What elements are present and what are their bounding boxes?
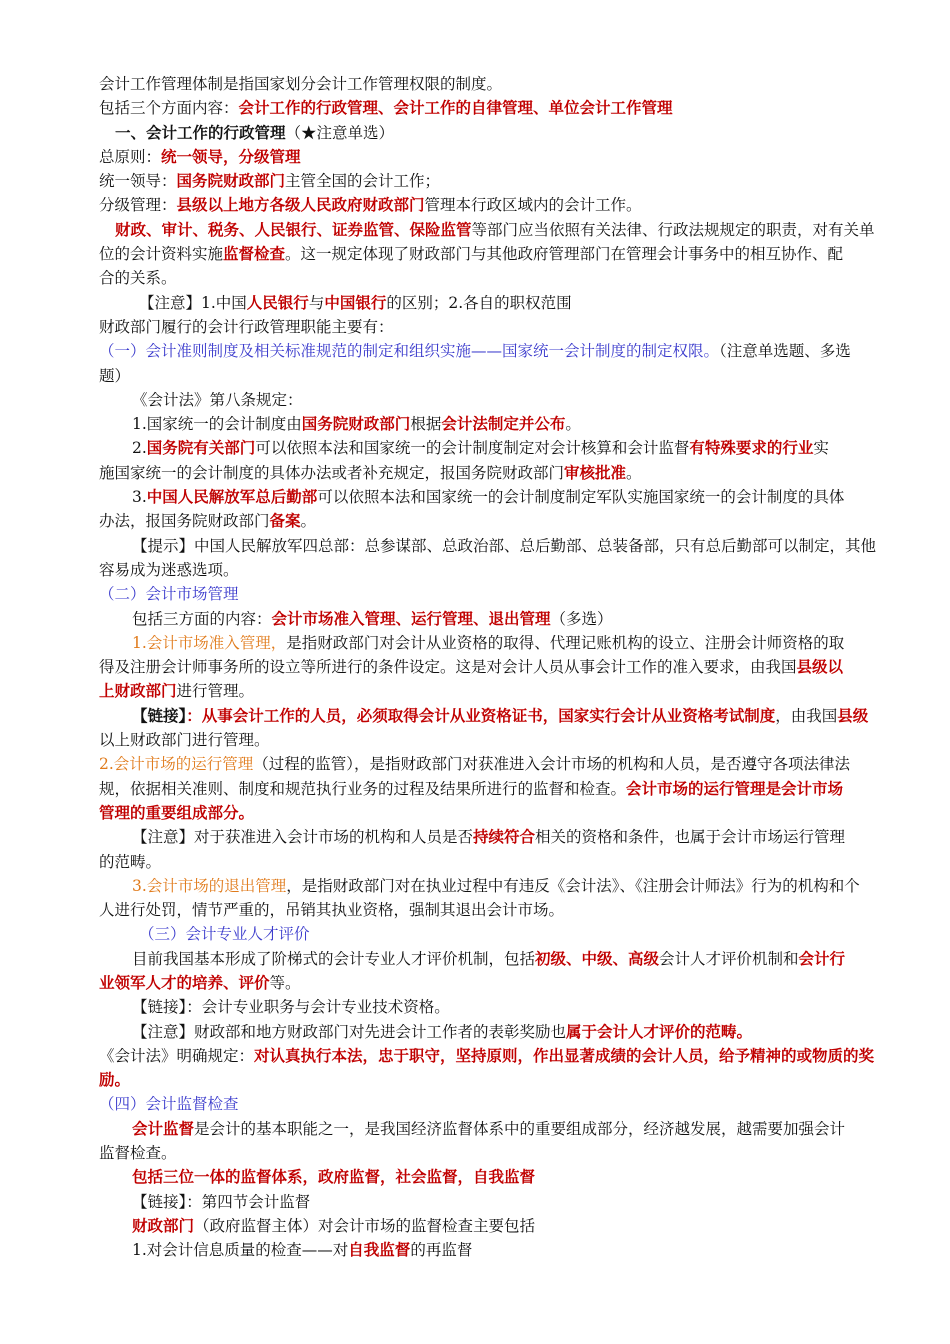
- text-segment: 【注意】财政部和地方财政部门对先进会计工作者的表彰奖励也: [132, 1022, 567, 1041]
- text-segment: 县级: [837, 706, 869, 725]
- text-line: [99, 412, 895, 436]
- text-line: [99, 121, 895, 145]
- text-segment: 对认真执行本法，忠于职守，坚持原则，作出显著成绩的会计人员，给予精神的或物质的奖: [254, 1046, 875, 1065]
- text-segment: 实: [813, 439, 829, 458]
- text-segment: 2.: [132, 439, 147, 458]
- text-segment: 包括三方面的内容：: [132, 609, 272, 628]
- text-segment: （多选）: [550, 609, 613, 628]
- text-line: [99, 1117, 895, 1141]
- text-segment: 是会计的基本职能之一，是我国经济监督体系中的重要组成部分，经济越发展，越需要加强会计: [194, 1119, 846, 1138]
- text-segment: 管理的重要组成部分。: [99, 803, 255, 822]
- text-segment: 审核批准: [564, 463, 627, 482]
- text-segment: 财政、审计、税务、人民银行、证券监管、保险监管: [115, 220, 472, 239]
- text-line: [99, 436, 895, 460]
- text-segment: ，由我国: [775, 706, 838, 725]
- text-segment: 管理本行政区域内的会计工作。: [424, 196, 642, 215]
- text-line: [99, 72, 895, 96]
- text-line: [99, 169, 895, 193]
- text-segment: 是指财政部门对会计从业资格的取得、代理记账机构的设立、注册会计师资格的取: [286, 633, 845, 652]
- text-line: [99, 704, 895, 728]
- text-line: [99, 315, 895, 339]
- text-segment: 进行管理。: [176, 682, 255, 701]
- text-segment: 【注意】对于获准进入会计市场的机构和人员是否: [132, 828, 474, 847]
- text-line: [99, 874, 895, 898]
- text-line: [99, 1044, 895, 1068]
- text-line: [99, 509, 895, 533]
- text-line: [99, 388, 895, 412]
- text-segment: 【链接】: [132, 706, 187, 725]
- text-line: [99, 898, 895, 922]
- text-line: [99, 266, 895, 290]
- text-segment: 的区别；2.各自的职权范围: [386, 293, 572, 312]
- text-segment: 。: [300, 512, 317, 531]
- text-segment: 3.会计市场的退出管理: [132, 876, 287, 895]
- text-segment: 持续符合: [473, 828, 536, 847]
- text-line: [99, 1020, 895, 1044]
- text-segment: 题）: [99, 366, 131, 385]
- text-line: [99, 995, 895, 1019]
- text-segment: 统一领导，分级管理: [161, 147, 301, 166]
- text-segment: 。这一规定体现了财政部门与其他政府管理部门在管理会计事务中的相互协作、配: [285, 245, 844, 264]
- text-segment: 属于会计人才评价的范畴。: [566, 1022, 753, 1041]
- text-line: [99, 582, 895, 606]
- text-segment: 人民银行: [246, 293, 309, 312]
- text-segment: 总原则：: [99, 147, 162, 166]
- text-segment: 办法，报国务院财政部门: [99, 512, 270, 531]
- text-line: [99, 364, 895, 388]
- text-segment: 国务院有关部门: [146, 439, 256, 458]
- text-segment: （一）会计准则制度及相关标准规范的制定和组织实施——国家统一会计制度的制定权限。: [99, 342, 720, 361]
- text-segment: 备案: [269, 512, 301, 531]
- text-segment: 会计行: [798, 949, 846, 968]
- text-segment: 以上财政部门进行管理。: [99, 731, 270, 750]
- text-segment: 财政部门: [132, 1216, 195, 1235]
- text-segment: 会计市场的运行管理是会计市场: [626, 779, 844, 798]
- text-line: [99, 825, 895, 849]
- text-segment: 财政部门履行的会计行政管理职能主要有：: [99, 317, 394, 336]
- text-segment: 可以依照本法和国家统一的会计制度制定军队实施国家统一的会计制度的具体: [317, 488, 845, 507]
- text-segment: 人进行处罚，情节严重的，吊销其执业资格，强制其退出会计市场。: [99, 901, 565, 920]
- text-line: [99, 850, 895, 874]
- text-segment: 合的关系。: [99, 269, 177, 288]
- text-segment: 【注意】1.中国: [139, 293, 247, 312]
- text-line: [99, 145, 895, 169]
- text-line: [99, 1214, 895, 1238]
- text-segment: 可以依照本法和国家统一的会计制度制定对会计核算和会计监督: [255, 439, 690, 458]
- text-line: [99, 1068, 895, 1092]
- text-line: [99, 485, 895, 509]
- text-segment: 包括三个方面内容：: [99, 99, 239, 118]
- text-segment: 统一领导：: [99, 172, 177, 191]
- text-segment: 与: [308, 293, 325, 312]
- text-line: [99, 947, 895, 971]
- text-line: [99, 607, 895, 631]
- text-line: [99, 461, 895, 485]
- text-line: [99, 339, 895, 363]
- text-line: [99, 1238, 895, 1262]
- text-segment: 上财政部门: [99, 682, 177, 701]
- text-segment: 根据: [410, 415, 442, 434]
- text-line: [99, 777, 895, 801]
- text-line: [99, 534, 895, 558]
- text-segment: 分级管理：: [99, 196, 177, 215]
- text-segment: 1.会计市场准入管理，: [132, 633, 287, 652]
- text-segment: 会计法制定并公布: [441, 415, 566, 434]
- text-segment: 相关的资格和条件，也属于会计市场运行管理: [535, 828, 846, 847]
- text-line: [99, 96, 895, 120]
- text-line: [99, 291, 895, 315]
- text-segment: 初级、中级、高级: [535, 949, 660, 968]
- text-segment: 会计工作的行政管理、会计工作的自律管理、单位会计工作管理: [238, 99, 673, 118]
- text-line: [99, 1092, 895, 1116]
- text-segment: 业领军人才的培养、评价: [99, 973, 270, 992]
- text-segment: 容易成为迷惑选项。: [99, 560, 239, 579]
- text-segment: 监督检查。: [99, 1144, 177, 1163]
- text-segment: 施国家统一的会计制度的具体办法或者补充规定，报国务院财政部门: [99, 463, 565, 482]
- text-line: [99, 655, 895, 679]
- text-segment: （四）会计监督检查: [99, 1095, 239, 1114]
- text-line: [99, 801, 895, 825]
- text-segment: 会计监督: [132, 1119, 195, 1138]
- text-segment: ：从事会计工作的人员，必须取得会计从业资格证书，国家实行会计从业资格考试制度: [186, 706, 776, 725]
- text-line: [99, 1190, 895, 1214]
- text-segment: 规，依据相关准则、制度和规范执行业务的过程及结果所进行的监督和检查。: [99, 779, 627, 798]
- text-segment: 1.国家统一的会计制度由: [132, 415, 302, 434]
- text-segment: 包括三位一体的监督体系，政府监督，社会监督，自我监督: [132, 1168, 536, 1187]
- text-segment: ，是指财政部门对在执业过程中有违反《会计法》、《注册会计师法》行为的机构和个: [286, 876, 860, 895]
- text-segment: 中国人民解放军总后勤部: [146, 488, 318, 507]
- text-segment: 【链接】：会计专业职务与会计专业技术资格。: [132, 998, 450, 1017]
- text-segment: 会计人才评价机制和: [659, 949, 799, 968]
- text-line: [99, 558, 895, 582]
- text-segment: 位的会计资料实施: [99, 245, 224, 264]
- text-segment: 一、会计工作的行政管理: [115, 123, 286, 142]
- text-segment: 的范畴。: [99, 852, 162, 871]
- text-line: [99, 752, 895, 776]
- text-line: [99, 922, 895, 946]
- text-segment: （★注意单选）: [285, 123, 395, 142]
- text-segment: 《会计法》第八条规定：: [132, 390, 303, 409]
- text-line: [99, 193, 895, 217]
- text-line: [99, 971, 895, 995]
- text-segment: 监督检查: [223, 245, 286, 264]
- text-segment: 【链接】：第四节会计监督: [132, 1192, 311, 1211]
- text-segment: 会计市场准入管理、运行管理、退出管理: [271, 609, 551, 628]
- text-segment: 等部门应当依照有关法律、行政法规规定的职责，对有关单: [471, 220, 875, 239]
- text-segment: （三）会计专业人才评价: [139, 925, 310, 944]
- text-segment: 等。: [269, 973, 301, 992]
- text-segment: （过程的监管），是指财政部门对获准进入会计市场的机构和人员，是否遵守各项法律法: [253, 755, 851, 774]
- text-line: [99, 1165, 895, 1189]
- text-line: [99, 631, 895, 655]
- text-segment: 中国银行: [324, 293, 387, 312]
- text-segment: 主管全国的会计工作；: [285, 172, 441, 191]
- text-segment: 目前我国基本形成了阶梯式的会计专业人才评价机制，包括: [132, 949, 536, 968]
- text-segment: 有特殊要求的行业: [689, 439, 814, 458]
- text-segment: 县级以: [796, 658, 844, 677]
- text-segment: 2.会计市场的运行管理: [99, 755, 254, 774]
- text-line: [99, 218, 895, 242]
- text-segment: 1.对会计信息质量的检查——对: [132, 1241, 349, 1260]
- text-segment: 国务院财政部门: [176, 172, 286, 191]
- text-segment: 国务院财政部门: [301, 415, 411, 434]
- text-segment: 。: [626, 463, 642, 482]
- text-line: [99, 242, 895, 266]
- text-segment: 县级以上地方各级人民政府财政部门: [176, 196, 425, 215]
- text-segment: 3.: [132, 488, 147, 507]
- text-segment: （二）会计市场管理: [99, 585, 239, 604]
- text-segment: 自我监督: [348, 1241, 411, 1260]
- text-line: [99, 728, 895, 752]
- text-segment: 。: [565, 415, 581, 434]
- text-line: [99, 679, 895, 703]
- text-segment: 会计工作管理体制是指国家划分会计工作管理权限的制度。: [99, 75, 503, 93]
- text-segment: （政府监督主体）对会计市场的监督检查主要包括: [194, 1216, 536, 1235]
- text-segment: 《会计法》明确规定：: [99, 1046, 255, 1065]
- text-segment: 的再监督: [410, 1241, 473, 1260]
- text-segment: 【提示】中国人民解放军四总部：总参谋部、总政治部、总后勤部、总装备部，只有总后勤部可以制定，其他: [132, 536, 877, 555]
- text-segment: 励。: [99, 1071, 131, 1090]
- text-segment: 得及注册会计师事务所的设立等所进行的条件设定。这是对会计人员从事会计工作的准入要求，由我国: [99, 658, 797, 677]
- text-line: [99, 1141, 895, 1165]
- text-segment: （注意单选题、多选: [719, 342, 851, 361]
